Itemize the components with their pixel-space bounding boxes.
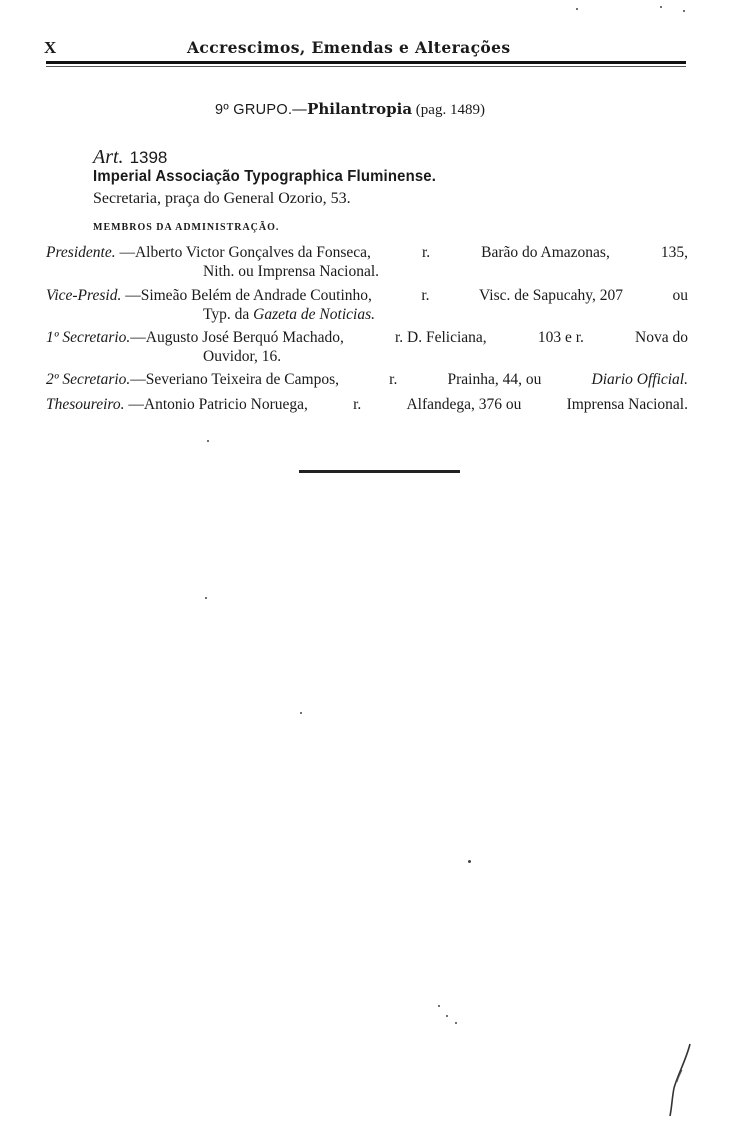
scan-speck (576, 8, 578, 10)
member-line (46, 286, 688, 305)
member-text: Nova do (635, 329, 688, 346)
header-rule-thick (46, 61, 686, 64)
article-word: Art. (93, 146, 124, 168)
member-entry-presidente (46, 243, 688, 281)
member-text: 103 e r. (537, 329, 584, 346)
member-text: r. (389, 371, 398, 388)
running-header (44, 38, 686, 60)
member-role: Thesoureiro. (46, 396, 125, 413)
member-text: r. (353, 396, 362, 413)
member-entry-vice-presidente (46, 286, 688, 324)
member-text-italic: Diario Official. (591, 371, 688, 388)
header-rule-thin (46, 66, 686, 67)
group-name: Philantropia (307, 100, 413, 118)
member-entry-thesoureiro (46, 395, 688, 414)
member-text: Imprensa Nacional. (566, 396, 688, 413)
member-text: Visc. de Sapucahy, 207 (479, 287, 623, 304)
member-text: r. (421, 287, 430, 304)
group-page-ref: (pag. 1489) (412, 102, 485, 118)
member-entry-primeiro-secretario (46, 328, 688, 366)
scan-speck (660, 6, 662, 8)
member-text: Typ. da (203, 306, 254, 323)
scan-speck (300, 712, 302, 714)
scan-speck (207, 440, 209, 442)
scan-speck (455, 1022, 457, 1024)
members-heading: MEMBROS DA ADMINISTRAÇÃO. (93, 222, 280, 233)
member-role: 1º Secretario. (46, 329, 131, 346)
handwritten-mark (660, 1040, 700, 1120)
scan-speck (468, 860, 471, 863)
member-text: ou (672, 287, 688, 304)
group-heading (215, 100, 485, 119)
member-line (46, 328, 688, 347)
member-continuation (46, 347, 688, 366)
member-text: Prainha, 44, ou (447, 371, 542, 388)
member-text: —Severiano Teixeira de Campos, (130, 371, 339, 388)
scan-speck (438, 1005, 440, 1007)
member-line (46, 370, 688, 389)
scan-speck (446, 1015, 448, 1017)
member-text: —Alberto Victor Gonçalves da Fonseca, (119, 244, 371, 261)
member-text: 135, (660, 244, 688, 261)
member-role: Presidente. (46, 244, 116, 261)
group-label: 9º GRUPO.— (215, 102, 308, 118)
member-line (46, 243, 688, 262)
member-text: —Antonio Patricio Noruega, (128, 396, 308, 413)
member-text: —Simeão Belém de Andrade Coutinho, (125, 287, 372, 304)
member-text: —Augusto José Berquó Machado, (130, 329, 344, 346)
article-number: 1398 (129, 148, 168, 167)
section-divider-rule (299, 470, 460, 473)
member-role: Vice-Presid. (46, 287, 122, 304)
member-continuation (46, 305, 688, 324)
member-text: r. D. Feliciana, (394, 329, 487, 346)
member-continuation (46, 262, 688, 281)
member-text: Ouvidor, 16. (203, 348, 282, 365)
member-entry-segundo-secretario (46, 370, 688, 389)
member-text-italic: Gazeta de Noticias. (253, 306, 375, 323)
organization-name: Imperial Associação Typographica Fluminense. (93, 168, 437, 185)
article-heading (93, 146, 167, 169)
member-text: r. (421, 244, 431, 261)
member-line (46, 395, 688, 414)
scan-speck (683, 10, 685, 12)
member-text: Nith. ou Imprensa Nacional. (203, 263, 380, 280)
member-text: Alfandega, 376 ou (406, 396, 522, 413)
organization-address: Secretaria, praça do General Ozorio, 53. (93, 190, 351, 207)
member-text: Barão do Amazonas, (481, 244, 610, 261)
running-title: Accrescimos, Emendas e Alterações (187, 38, 511, 57)
scan-speck (205, 597, 207, 599)
page-number: X (44, 38, 57, 57)
member-role: 2º Secretario. (46, 371, 131, 388)
